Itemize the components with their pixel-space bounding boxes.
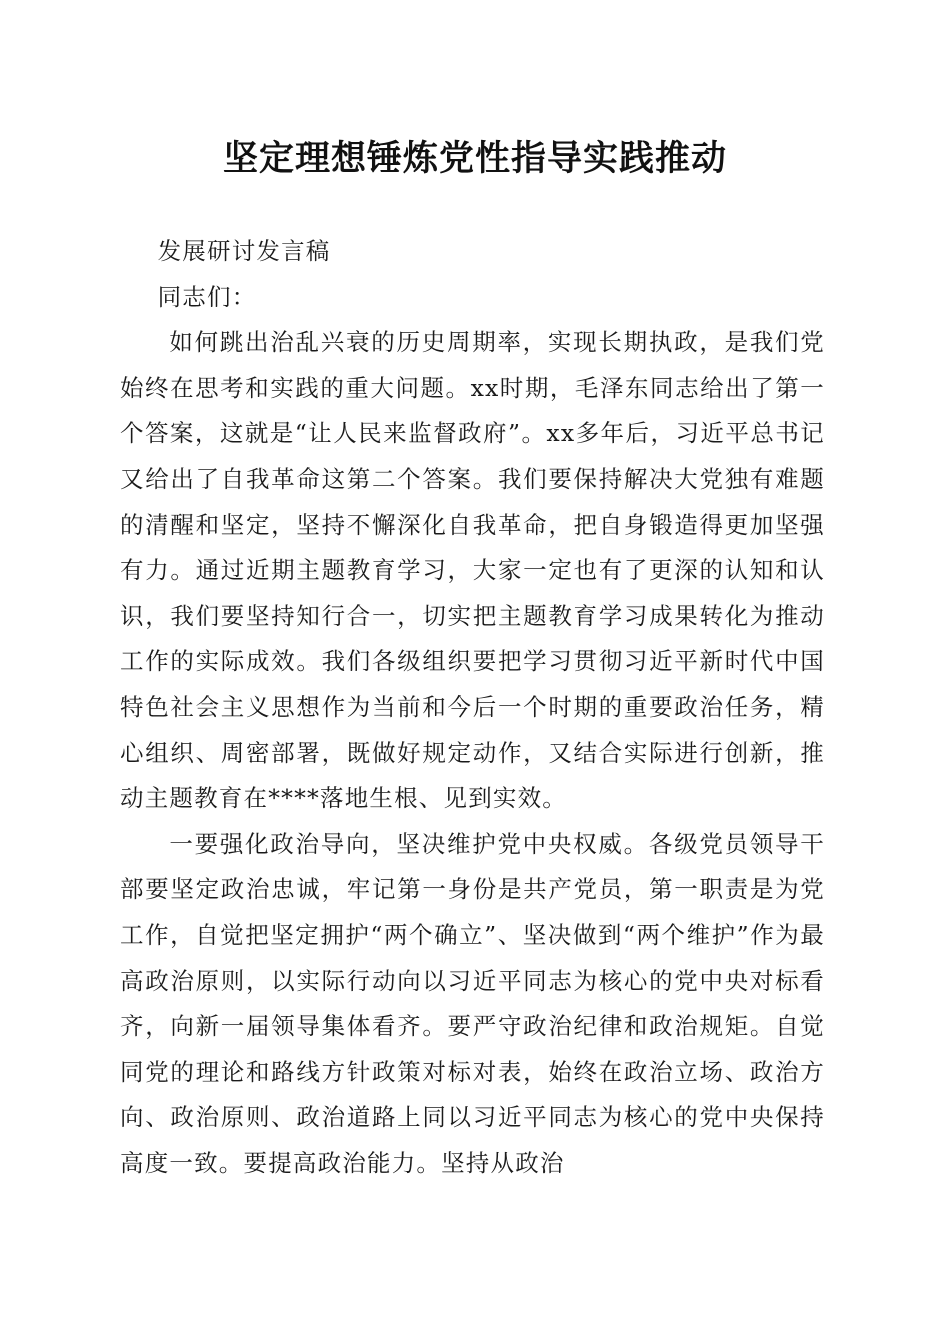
document-body (120, 229, 825, 1186)
document-subtitle: 发展研讨发言稿 (157, 237, 331, 265)
salutation: 同志们： (157, 282, 257, 311)
page-title: 坚定理想锤炼党性指导实践推动 (222, 139, 727, 179)
paragraph-1: 如何跳出治乱兴衰的历史周期率，实现长期执政，是我们党始终在思考和实践的重大问题。xx时期，毛泽东同志给出了第一个答案，这就是“让人民来监督政府”。xx多年后，习近平总书记又给出了自我革命这第二个答案。我们要保持解决大党独有难题的清醒和坚定，坚持不懈深化自我革命，把自身锻造得更加坚强有力。通过近期主题教育学习，大家一定也有了更深的认知和认识，我们要坚持知行合一，切实把主题教育学习成果转化为推动工作的实际成效。我们各级组织要把学习贯彻习近平新时代中国特色社会主义思想作为当前和今后一个时期的重要政治任务，精心组织、周密部署，既做好规定动作，又结合实际进行创新，推动主题教育在****落地生根、见到实效。 (120, 328, 825, 813)
paragraph-2: 一要强化政治导向，坚决维护党中央权威。各级党员领导干部要坚定政治忠诚，牢记第一身份是共产党员，第一职责是为党工作，自觉把坚定拥护“两个确立”、坚决做到“两个维护”作为最高政治原则，以实际行动向以习近平同志为核心的党中央对标看齐，向新一届领导集体看齐。要严守政治纪律和政治规矩。自觉同党的理论和路线方针政策对标对表，始终在政治立场、政治方向、政治原则、政治道路上同以习近平同志为核心的党中央保持高度一致。要提高政治能力。坚持从政治 (120, 829, 825, 1177)
